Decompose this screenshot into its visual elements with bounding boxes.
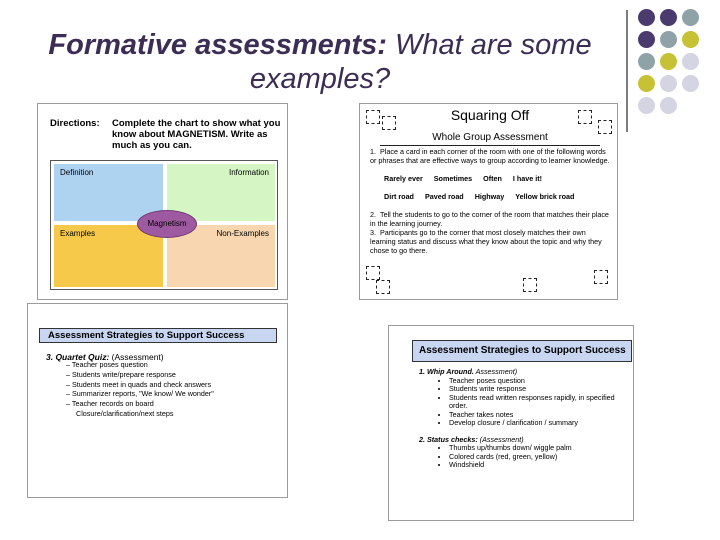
whip-around-title: 1. Whip Around.: [419, 367, 474, 376]
option: Yellow brick road: [515, 192, 575, 201]
list-item: – Teacher poses question: [76, 360, 214, 370]
decorative-dot: [660, 75, 677, 92]
list-item: • Colored cards (red, green, yellow): [449, 453, 624, 462]
option: I have it!: [512, 174, 543, 183]
list-item: – Summarizer reports, "We know/ We wonder": [76, 389, 214, 399]
corner-marker: [376, 280, 390, 294]
corner-marker: [382, 116, 396, 130]
quartet-quiz-panel: [27, 303, 288, 498]
list-item: • Teacher poses question: [449, 377, 624, 386]
decorative-dot: [638, 9, 655, 26]
list-item: – Teacher records on board: [76, 399, 214, 409]
magnetism-chart-panel: [37, 103, 288, 300]
step-1: 1. Place a card in each corner of the room with one of the following words or phrases that are effective ways to group according to learner knowledge.: [370, 147, 610, 165]
options-row-1: [384, 174, 610, 183]
non-examples-box: Non-Examples: [167, 225, 275, 287]
list-item: • Windshield: [449, 461, 624, 470]
step-1-text: Place a card in each corner of the room with one of the following words or phrases that are effective ways to group according to learner knowledge.: [370, 147, 610, 165]
strategies-header: Assessment Strategies to Support Success: [412, 340, 632, 362]
definition-box: Definition: [54, 164, 163, 221]
closure-text: Closure/clarification/next steps: [76, 408, 174, 418]
quartet-quiz-sub: (Assessment): [109, 352, 164, 362]
option: Sometimes: [433, 174, 473, 183]
list-item: – Students write/prepare response: [76, 370, 214, 380]
step-3-text: Participants go to the corner that most closely matches their own learning status and discuss what they know about the topic and why they chose to go there.: [370, 228, 602, 255]
option: Highway: [474, 192, 505, 201]
squaring-off-title: Squaring Off: [450, 107, 530, 123]
corner-marker: [366, 266, 380, 280]
decorative-dot: [660, 97, 677, 114]
whip-around-list: [419, 377, 624, 428]
decorative-dot: [682, 75, 699, 92]
list-item: • Students write response: [449, 385, 624, 394]
option: Dirt road: [384, 192, 414, 201]
list-item: • Thumbs up/thumbs down/ wiggle palm: [449, 444, 624, 453]
status-checks-list: [419, 444, 624, 470]
whip-around-panel: [388, 325, 634, 521]
quartet-quiz-title: 3. Quartet Quiz:: [46, 352, 110, 362]
decorative-dot: [638, 97, 655, 114]
decorative-dot: [660, 53, 677, 70]
directions-text: Complete the chart to show what you know about MAGNETISM. Write as much as you can.: [112, 118, 281, 151]
decorative-dot: [682, 9, 699, 26]
strategies-list: [419, 368, 624, 470]
list-item: • Students read written responses rapidly, in specified order.: [449, 394, 624, 411]
decorative-dot: [638, 75, 655, 92]
decorative-dot: [660, 9, 677, 26]
step-2-text: Tell the students to go to the corner of the room that matches their place in the learning journey.: [370, 210, 609, 228]
corner-marker: [594, 270, 608, 284]
list-item: • Develop closure / clarification / summary: [449, 419, 624, 428]
status-checks-sub: (Assessment): [477, 434, 524, 444]
divider-line: [626, 10, 628, 132]
options-row-2: [384, 192, 610, 201]
whip-around-sub: Assessment): [473, 367, 518, 376]
decorative-dot: [660, 31, 677, 48]
step-2: 2. Tell the students to go to the corner of the room that matches their place in the learning journey.: [370, 210, 609, 228]
list-item: • Teacher takes notes: [449, 411, 624, 420]
option: Often: [483, 174, 502, 183]
squaring-off-body: [370, 147, 610, 255]
corner-marker: [366, 110, 380, 124]
directions-label: Directions:: [50, 118, 100, 129]
frayer-model-grid: [50, 160, 278, 290]
option: Rarely ever: [384, 174, 423, 183]
corner-marker: [578, 110, 592, 124]
decorative-dot: [638, 31, 655, 48]
magnetism-oval: Magnetism: [137, 210, 197, 238]
strategies-header: Assessment Strategies to Support Success: [39, 328, 277, 343]
quartet-quiz-list: [64, 360, 214, 419]
title-emphasis: Formative assessments:: [48, 29, 387, 61]
slide-title: [20, 28, 620, 96]
examples-box: Examples: [54, 225, 163, 287]
decorative-dot: [682, 53, 699, 70]
option: Paved road: [424, 192, 464, 201]
squaring-off-subtitle: Whole Group Assessment: [380, 132, 600, 146]
step-3: 3. Participants go to the corner that most closely matches their own learning status and discuss what they know about the topic and why they chose to go there.: [370, 228, 602, 255]
information-box: Information: [167, 164, 275, 221]
decorative-dot: [682, 31, 699, 48]
list-item: – Students meet in quads and check answers: [76, 380, 214, 390]
squaring-off-panel: [359, 103, 618, 300]
corner-marker: [598, 120, 612, 134]
decorative-dot: [638, 53, 655, 70]
title-rest: What are some examples?: [249, 29, 592, 95]
corner-marker: [523, 278, 537, 292]
status-checks-title: 2. Status checks:: [419, 434, 478, 444]
